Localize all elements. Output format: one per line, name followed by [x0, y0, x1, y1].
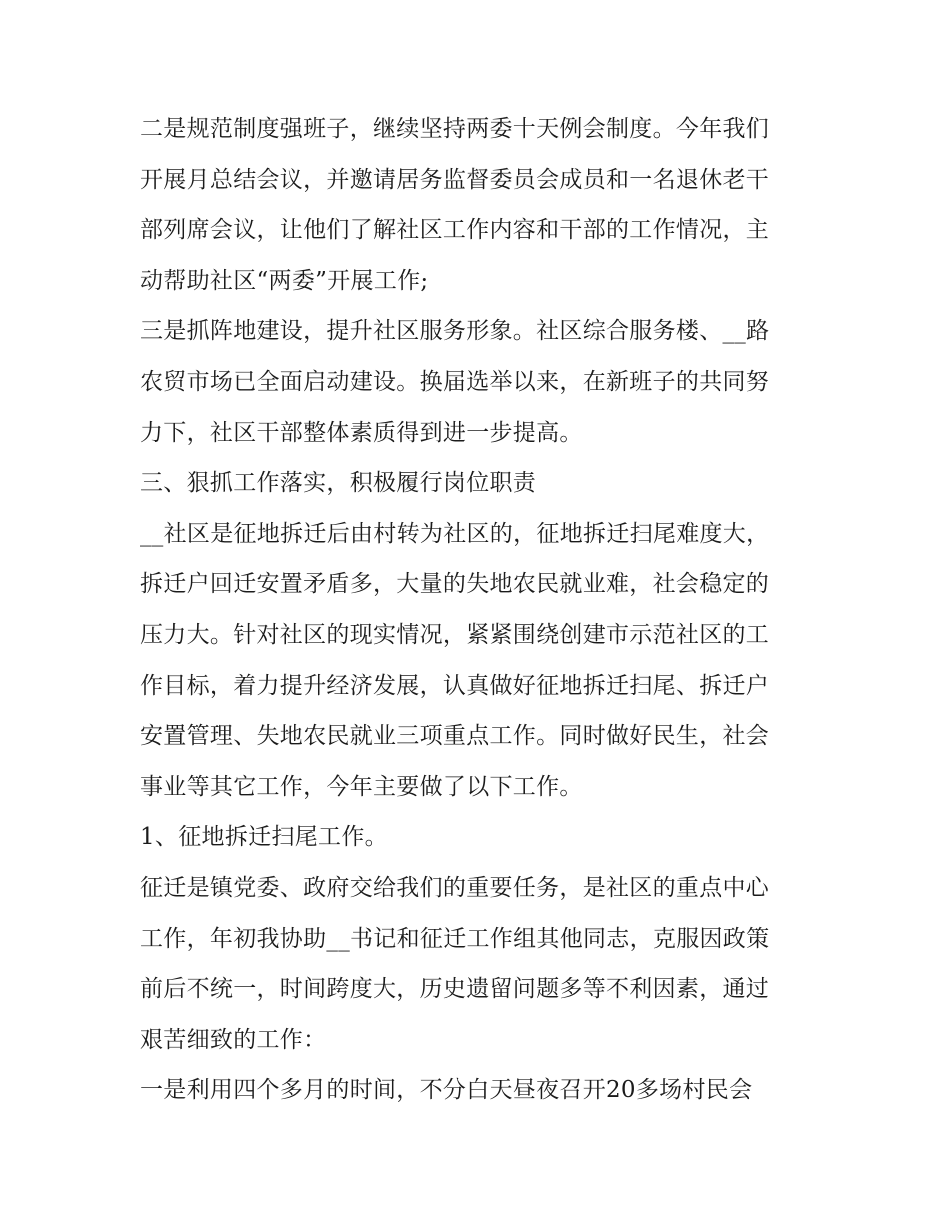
text-line: 拆迁户回迁安置矛盾多，大量的失地农民就业难，社会稳定的: [140, 571, 770, 598]
text-line: 前后不统一，时间跨度大，历史遗留问题多等不利因素，通过: [140, 976, 770, 1003]
text-line: 动帮助社区“两委”开展工作;: [140, 267, 429, 294]
text-line: 安置管理、失地农民就业三项重点工作。同时做好民生，社会: [140, 723, 770, 750]
text-line: 部列席会议，让他们了解社区工作内容和干部的工作情况，主: [140, 217, 770, 244]
text-line: 力下，社区干部整体素质得到进一步提高。: [140, 419, 583, 446]
text-line: 压力大。针对社区的现实情况，紧紧围绕创建市示范社区的工: [140, 621, 770, 648]
text-line: 事业等其它工作，今年主要做了以下工作。: [140, 773, 583, 800]
subsection-heading: 1、征地拆迁扫尾工作。: [140, 824, 388, 851]
document-body: [140, 104, 820, 1116]
text-line: 开展月总结会议，并邀请居务监督委员会成员和一名退休老干: [140, 166, 770, 193]
text-line: 工作，年初我协助__书记和征迁工作组其他同志，克服因政策: [140, 925, 770, 952]
text-line: 一是利用四个多月的时间，不分白天昼夜召开20多场村民会: [140, 1077, 753, 1104]
text-line: 农贸市场已全面启动建设。换届选举以来，在新班子的共同努: [140, 368, 770, 395]
section-heading: 三、狠抓工作落实，积极履行岗位职责: [140, 470, 537, 497]
text-line: 三是抓阵地建设，提升社区服务形象。社区综合服务楼、__路: [140, 318, 770, 345]
text-line: 作目标，着力提升经济发展，认真做好征地拆迁扫尾、拆迁户: [140, 672, 770, 699]
text-line: 征迁是镇党委、政府交给我们的重要任务，是社区的重点中心: [140, 874, 770, 901]
text-line: 二是规范制度强班子，继续坚持两委十天例会制度。今年我们: [140, 116, 770, 142]
text-line: 艰苦细致的工作：: [140, 1026, 327, 1053]
text-line: __社区是征地拆迁后由村转为社区的，征地拆迁扫尾难度大，: [140, 520, 770, 547]
